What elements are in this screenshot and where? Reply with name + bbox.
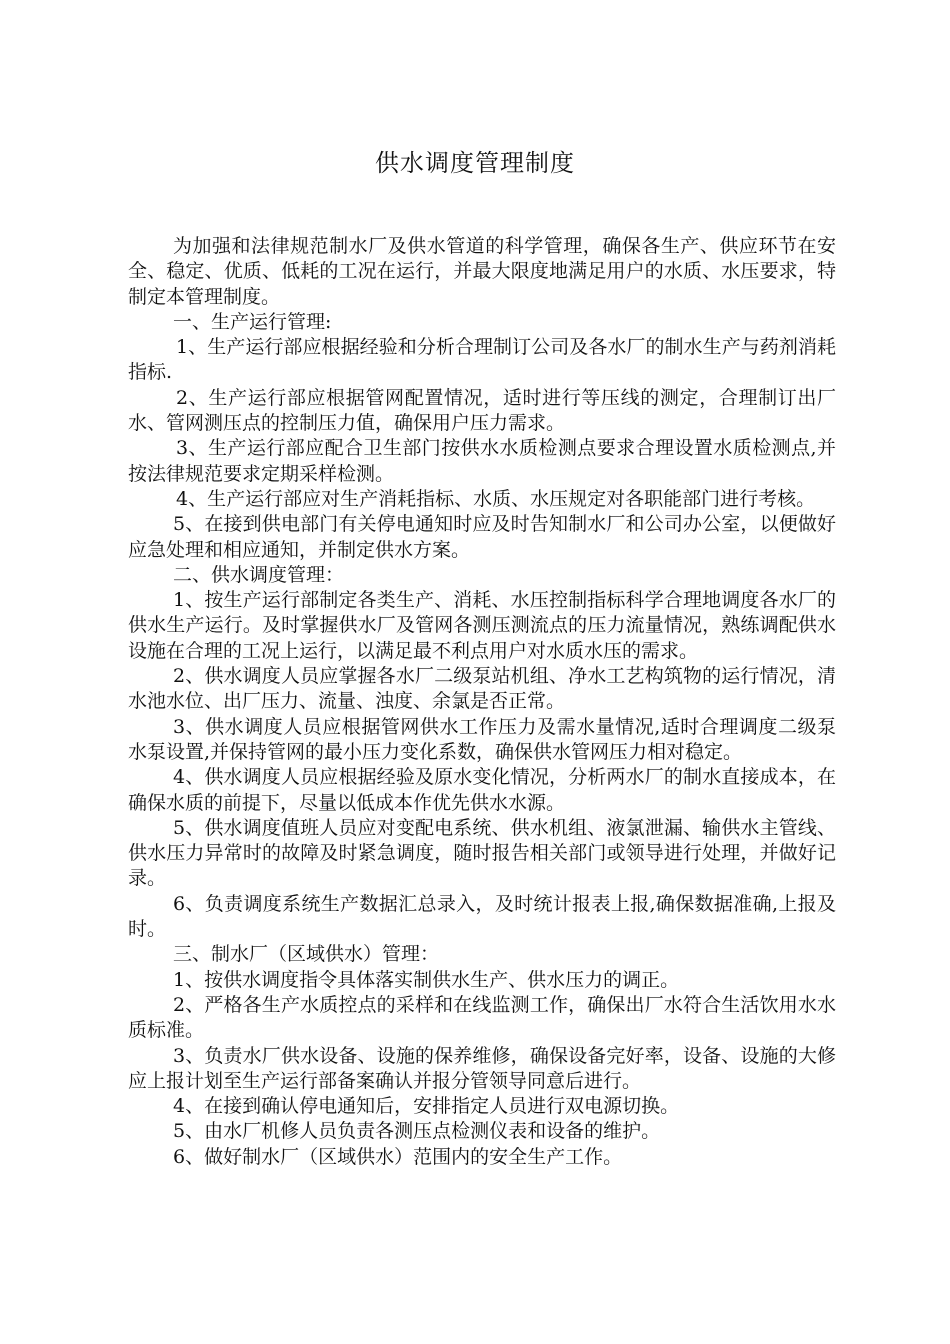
paragraph: 6、负责调度系统生产数据汇总录入，及时统计报表上报,确保数据准确,上报及时。 [128, 892, 836, 941]
document-body [128, 234, 836, 1170]
paragraph: 5、由水厂机修人员负责各测压点检测仪表和设备的维护。 [173, 1120, 661, 1143]
paragraph: 2、生产运行部应根据管网配置情况，适时进行等压线的测定，合理制订出厂水、管网测压点的控制压力值，确保用户压力需求。 [128, 386, 836, 435]
section-heading: 三、制水厂（区域供水）管理： [173, 943, 440, 966]
paragraph: 1、按生产运行部制定各类生产、消耗、水压控制指标科学合理地调度各水厂的供水生产运行。及时掌握供水厂及管网各测压测流点的压力流量情况，熟练调配供水设施在合理的工况上运行，以满足最不利点用户对水质水压的需求。 [128, 589, 836, 662]
paragraph: 3、生产运行部应配合卫生部门按供水水质检测点要求合理设置水质检测点,并按法律规范要求定期采样检测。 [128, 437, 836, 485]
section-heading: 二、供水调度管理： [173, 563, 345, 586]
paragraph: 4、在接到确认停电通知后，安排指定人员进行双电源切换。 [173, 1095, 680, 1118]
section-heading: 一、生产运行管理: [173, 310, 332, 333]
paragraph: 2、严格各生产水质控点的采样和在线监测工作，确保出厂水符合生活饮用水水质标准。 [128, 993, 836, 1042]
intro-paragraph: 为加强和法律规范制水厂及供水管道的科学管理，确保各生产、供应环节在安全、稳定、优质、低耗的工况在运行，并最大限度地满足用户的水质、水压要求，特制定本管理制度。 [128, 235, 836, 308]
paragraph: 6、做好制水厂（区域供水）范围内的安全生产工作。 [173, 1145, 623, 1168]
paragraph: 3、负责水厂供水设备、设施的保养维修，确保设备完好率，设备、设施的大修应上报计划至生产运行部备案确认并报分管领导同意后进行。 [128, 1044, 836, 1092]
paragraph: 2、供水调度人员应掌握各水厂二级泵站机组、净水工艺构筑物的运行情况，清水池水位、出厂压力、流量、浊度、余氯是否正常。 [128, 665, 836, 713]
document-title: 供水调度管理制度 [375, 149, 575, 177]
paragraph: 3、供水调度人员应根据管网供水工作压力及需水量情况,适时合理调度二级泵水泵设置,并保持管网的最小压力变化系数，确保供水管网压力相对稳定。 [128, 715, 836, 763]
paragraph: 4、生产运行部应对生产消耗指标、水质、水压规定对各职能部门进行考核。 [176, 487, 816, 510]
paragraph: 1、按供水调度指令具体落实制供水生产、供水压力的调正。 [173, 968, 680, 991]
paragraph: 5、供水调度值班人员应对变配电系统、供水机组、液氯泄漏、输供水主管线、供水压力异常时的故障及时紧急调度，随时报告相关部门或领导进行处理，并做好记录。 [128, 816, 836, 890]
paragraph: 4、供水调度人员应根据经验及原水变化情况，分析两水厂的制水直接成本，在确保水质的前提下，尽量以低成本作优先供水水源。 [128, 766, 836, 814]
paragraph: 1、生产运行部应根据经验和分析合理制订公司及各水厂的制水生产与药剂消耗指标. [128, 336, 836, 384]
paragraph: 5、在接到供电部门有关停电通知时应及时告知制水厂和公司办公室，以便做好应急处理和相应通知，并制定供水方案。 [128, 513, 836, 561]
